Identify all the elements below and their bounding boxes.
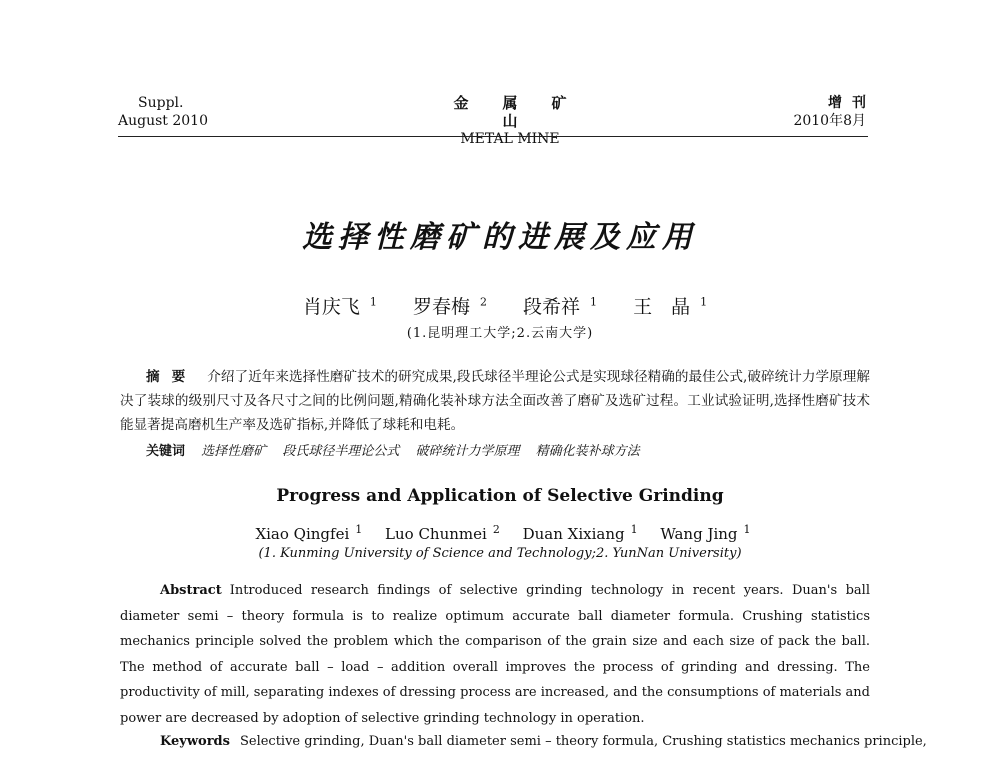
journal-name-en: METAL MINE xyxy=(460,131,560,147)
keywords-label-cn: 关键词 xyxy=(146,444,186,459)
author-en: Wang Jing $^1$ xyxy=(660,523,751,543)
journal-header-left xyxy=(118,94,208,130)
abstract-text-en: Introduced research findings of selective grinding technology in recent years. Duan's ball diameter semi – theory formula is to realize optimum accurate ball diameter formula. Crushing statistics mechanics principle solved the problem which the comparison of the grain size and each size of pack the ball. The method of accurate ball – load – addition overall improves the process of grinding and dressing. The productivity of mill, separating indexes of dressing process are increased, and the consumptions of materials and power are decreased by adoption of selective grinding technology in operation. xyxy=(120,583,870,726)
abstract-en xyxy=(120,578,870,731)
author-en: Luo Chunmei $^2$ xyxy=(385,523,500,543)
keywords-label-en: Keywords xyxy=(160,734,230,749)
paper-title-en: Progress and Application of Selective Grinding xyxy=(276,486,724,506)
author-cn: 王 晶 $^1$ xyxy=(633,295,708,318)
journal-header-right xyxy=(793,94,876,130)
issue-date-en: August 2010 xyxy=(118,113,208,129)
author-cn: 罗春梅 $^2$ xyxy=(412,295,487,318)
keyword-cn: 破碎统计力学原理 xyxy=(415,444,520,459)
keywords-cn xyxy=(146,440,866,459)
paper-title-cn: 选择性磨矿的进展及应用 xyxy=(302,220,698,255)
journal-name-cn: 金属矿山 xyxy=(453,94,601,130)
author-en: Duan Xixiang $^1$ xyxy=(522,523,638,543)
keywords-en xyxy=(160,734,927,749)
keyword-cn: 段氏球径半理论公式 xyxy=(282,444,400,459)
author-cn: 肖庆飞 $^1$ xyxy=(302,295,377,318)
affiliation-en: (1. Kunming University of Science and Technology;2. YunNan University) xyxy=(258,546,742,561)
journal-header-center xyxy=(400,94,620,148)
author-cn: 段希祥 $^1$ xyxy=(523,295,598,318)
header-rule xyxy=(118,136,868,137)
affiliation-cn: (1.昆明理工大学;2.云南大学) xyxy=(406,326,594,341)
author-en: Xiao Qingfei $^1$ xyxy=(255,523,363,543)
abstract-label-en: Abstract xyxy=(160,583,222,598)
abstract-text-cn: 介绍了近年来选择性磨矿技术的研究成果,段氏球径半理论公式是实现球径精确的最佳公式,破碎统计力学原理解决了装球的级别尺寸及各尺寸之间的比例问题,精确化装补球方法全面改善了磨矿及选矿过程。工业试验证明,选择性磨矿技术能显著提高磨机生产率及选矿指标,并降低了球耗和电耗。 xyxy=(120,369,871,433)
keywords-text-en: Selective grinding, Duan's ball diameter semi – theory formula, Crushing statistics mechanics principle, xyxy=(239,734,927,749)
abstract-cn xyxy=(120,365,870,437)
abstract-label-cn: 摘要 xyxy=(146,369,198,385)
author-list-en xyxy=(0,523,1000,543)
supplement-label-cn: 增刊 xyxy=(828,95,876,111)
issue-date-cn: 2010年8月 xyxy=(793,113,866,129)
keyword-cn: 选择性磨矿 xyxy=(201,444,267,459)
keyword-cn: 精确化装补球方法 xyxy=(535,444,640,459)
author-list-cn xyxy=(0,292,1000,319)
supplement-label: Suppl. xyxy=(138,95,184,111)
